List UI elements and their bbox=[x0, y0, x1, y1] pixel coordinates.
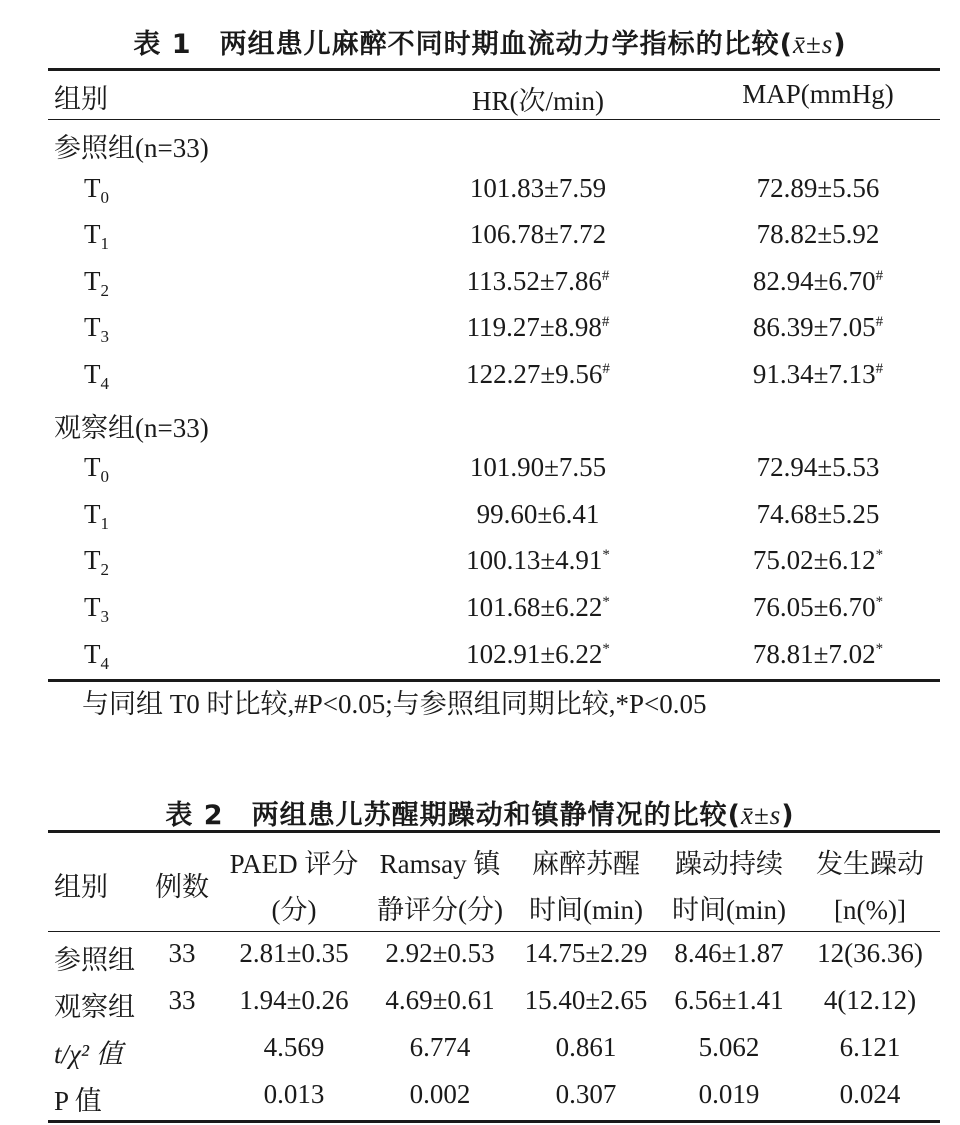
table1-caption-close: ) bbox=[833, 29, 847, 60]
table-cell: [n(%)] bbox=[834, 895, 906, 925]
table-row bbox=[48, 213, 940, 260]
time-label bbox=[84, 265, 109, 300]
hr-value bbox=[348, 545, 728, 576]
table1-header-row bbox=[48, 71, 940, 119]
table-cell: 3 bbox=[100, 327, 109, 347]
table-cell: (分) bbox=[271, 895, 317, 925]
table2-caption bbox=[40, 793, 920, 832]
table2 bbox=[48, 830, 940, 1123]
table-cell: 0.307 bbox=[555, 1079, 617, 1109]
table1-stat: x̄±s bbox=[792, 29, 834, 59]
table-cell: 2.92±0.53 bbox=[385, 938, 495, 968]
table-row bbox=[48, 932, 940, 979]
table-cell: 75.02±6.12 bbox=[752, 545, 876, 576]
table-cell: 4(12.12) bbox=[823, 985, 917, 1015]
table-cell: 4.569 bbox=[263, 1032, 325, 1062]
hr-value bbox=[348, 173, 728, 204]
table-cell: 101.83±7.59 bbox=[469, 172, 607, 203]
time-label bbox=[84, 591, 109, 626]
table1 bbox=[48, 68, 940, 682]
map-value bbox=[688, 452, 948, 483]
table-cell: T bbox=[84, 638, 101, 669]
table-cell: 观察组 bbox=[54, 992, 135, 1022]
table-cell: 2.81±0.35 bbox=[239, 938, 349, 968]
table-row bbox=[48, 1026, 940, 1073]
table-cell: 静评分(分) bbox=[377, 895, 503, 925]
table-cell: 1.94±0.26 bbox=[239, 985, 349, 1015]
table2-header-count: 例数 bbox=[155, 872, 209, 902]
table-cell: 1 bbox=[100, 513, 109, 533]
table-cell: 6.121 bbox=[839, 1032, 901, 1062]
table1-caption bbox=[40, 22, 940, 61]
map-value bbox=[688, 545, 948, 576]
table-cell: 0.013 bbox=[263, 1079, 325, 1109]
table2-caption-close: ) bbox=[781, 800, 795, 831]
table1-header-group: 组别 bbox=[54, 84, 108, 114]
table-cell: 6.56±1.41 bbox=[674, 985, 784, 1015]
table1-group-row bbox=[48, 120, 940, 167]
table1-group-row bbox=[48, 400, 940, 447]
table2-bottom-rule bbox=[48, 1120, 940, 1123]
table-cell: 4.69±0.61 bbox=[385, 985, 495, 1015]
table-cell: 99.60±6.41 bbox=[476, 498, 600, 529]
table-cell: 时间(min) bbox=[672, 895, 786, 925]
table-cell: # bbox=[601, 267, 610, 284]
table-cell: 0.861 bbox=[555, 1032, 617, 1062]
table-cell: * bbox=[602, 547, 610, 564]
table-cell: 101.90±7.55 bbox=[469, 452, 607, 483]
time-label bbox=[84, 638, 109, 673]
table-cell: T bbox=[84, 265, 101, 296]
table-row bbox=[48, 306, 940, 353]
map-value bbox=[688, 359, 948, 390]
table-cell: 躁动持续 bbox=[675, 849, 783, 879]
table-cell: 72.89±5.56 bbox=[756, 172, 880, 203]
table2-stat: x̄±s bbox=[740, 800, 782, 830]
table-row bbox=[48, 260, 940, 307]
table-cell: T bbox=[84, 452, 101, 483]
table-cell: 119.27±8.98 bbox=[466, 312, 602, 343]
time-label bbox=[84, 172, 109, 207]
map-value bbox=[688, 173, 948, 204]
table-cell: 122.27±9.56 bbox=[466, 358, 603, 389]
table2-header-row bbox=[48, 833, 940, 931]
table2-header-recovery bbox=[520, 841, 652, 933]
table-cell: 0 bbox=[100, 467, 109, 487]
table1-title: 两组患儿麻醉不同时期血流动力学指标的比较( bbox=[219, 29, 793, 60]
table-cell: 2 bbox=[100, 560, 109, 580]
table-row bbox=[48, 633, 940, 680]
map-value bbox=[688, 219, 948, 250]
table-row bbox=[48, 167, 940, 214]
table-cell: * bbox=[875, 547, 884, 564]
time-label bbox=[84, 498, 109, 533]
table2-number: 表 2 bbox=[165, 800, 224, 831]
hr-value bbox=[348, 359, 728, 390]
table1-header-hr: HR(次/min) bbox=[472, 86, 604, 116]
table-cell: 101.68±6.22 bbox=[466, 591, 603, 622]
table-cell: 74.68±5.25 bbox=[756, 498, 880, 529]
map-value bbox=[688, 266, 948, 297]
table-cell: 0.024 bbox=[839, 1079, 901, 1109]
table-row bbox=[48, 539, 940, 586]
time-label bbox=[84, 219, 109, 254]
table-cell: PAED 评分 bbox=[229, 849, 359, 879]
table-cell: 1 bbox=[100, 234, 109, 254]
table-cell: * bbox=[602, 640, 610, 657]
table-cell: 72.94±5.53 bbox=[756, 452, 880, 483]
hr-value bbox=[348, 312, 728, 343]
table-cell: * bbox=[602, 593, 610, 610]
map-value bbox=[688, 639, 948, 670]
table-cell: 0.019 bbox=[698, 1079, 760, 1109]
hr-value bbox=[348, 639, 728, 670]
table-row bbox=[48, 446, 940, 493]
table-cell: * bbox=[875, 593, 884, 610]
table-row bbox=[48, 353, 940, 400]
table-cell: T bbox=[84, 545, 101, 576]
map-value bbox=[688, 312, 948, 343]
table-cell: 91.34±7.13 bbox=[752, 358, 876, 389]
table-cell: 78.81±7.02 bbox=[752, 638, 876, 669]
table-cell: t/χ² 值 bbox=[54, 1039, 123, 1069]
hr-value bbox=[348, 452, 728, 483]
table-row bbox=[48, 979, 940, 1026]
table-cell: T bbox=[84, 498, 101, 529]
hr-value bbox=[348, 592, 728, 623]
table-cell: 2 bbox=[100, 280, 109, 300]
table-cell: # bbox=[875, 314, 884, 331]
map-value bbox=[688, 592, 948, 623]
table-row bbox=[48, 1073, 940, 1120]
table-cell: T bbox=[84, 172, 101, 203]
table-cell: 5.062 bbox=[698, 1032, 760, 1062]
table-cell: 82.94±6.70 bbox=[752, 265, 876, 296]
hr-value bbox=[348, 499, 728, 530]
table-cell: 102.91±6.22 bbox=[466, 638, 603, 669]
time-label bbox=[84, 358, 109, 393]
table-cell: 4 bbox=[100, 373, 109, 393]
table-cell: 86.39±7.05 bbox=[752, 312, 876, 343]
table1-group-name: 参照组(n=33) bbox=[54, 133, 209, 163]
table-cell: * bbox=[875, 640, 884, 657]
table2-title: 两组患儿苏醒期躁动和镇静情况的比较( bbox=[251, 800, 741, 831]
table-cell: T bbox=[84, 312, 101, 343]
table2-header-ramsay bbox=[372, 841, 508, 933]
table-cell: 14.75±2.29 bbox=[524, 938, 648, 968]
table-cell: 78.82±5.92 bbox=[756, 219, 880, 250]
table-cell: 0.002 bbox=[409, 1079, 471, 1109]
table-cell: 参照组 bbox=[54, 945, 135, 975]
map-value bbox=[688, 499, 948, 530]
table-cell: 33 bbox=[168, 938, 196, 968]
table1-header-map: MAP(mmHg) bbox=[742, 79, 894, 109]
table-cell: 12(36.36) bbox=[817, 938, 923, 968]
table-cell: 100.13±4.91 bbox=[466, 545, 603, 576]
table2-header-group: 组别 bbox=[54, 872, 108, 902]
table1-group-name: 观察组(n=33) bbox=[54, 412, 209, 443]
table-cell: 106.78±7.72 bbox=[469, 219, 607, 250]
time-label bbox=[84, 312, 109, 347]
table-cell: T bbox=[84, 358, 101, 389]
table2-header-agitation-rate bbox=[800, 841, 940, 933]
table-cell: # bbox=[875, 360, 884, 377]
table-cell: 113.52±7.86 bbox=[466, 265, 602, 296]
table-cell: 8.46±1.87 bbox=[674, 938, 784, 968]
table1-footnote: 与同组 T0 时比较,#P<0.05;与参照组同期比较,*P<0.05 bbox=[82, 689, 707, 719]
table-row bbox=[48, 586, 940, 633]
hr-value bbox=[348, 266, 728, 297]
table-cell: 麻醉苏醒 bbox=[532, 849, 640, 879]
time-label bbox=[84, 452, 109, 487]
table2-header-paed bbox=[220, 841, 368, 933]
table-cell: 76.05±6.70 bbox=[752, 591, 876, 622]
table-cell: T bbox=[84, 591, 101, 622]
time-label bbox=[84, 545, 109, 580]
table-cell: 4 bbox=[100, 653, 109, 673]
table-cell: 15.40±2.65 bbox=[524, 985, 648, 1015]
table-cell: # bbox=[601, 314, 610, 331]
table-cell: 6.774 bbox=[409, 1032, 471, 1062]
table-cell: 3 bbox=[100, 606, 109, 626]
table-cell: T bbox=[84, 219, 101, 250]
table-cell: 发生躁动 bbox=[816, 849, 924, 879]
hr-value bbox=[348, 219, 728, 250]
table-cell: # bbox=[875, 267, 884, 284]
table-cell: 时间(min) bbox=[529, 895, 643, 925]
table1-number: 表 1 bbox=[133, 29, 192, 60]
table-row bbox=[48, 493, 940, 540]
table-cell: 33 bbox=[168, 985, 196, 1015]
table-cell: P 值 bbox=[54, 1086, 102, 1116]
table-cell: # bbox=[602, 360, 610, 377]
table2-header-agitation-duration bbox=[664, 841, 794, 933]
table-cell: Ramsay 镇 bbox=[379, 849, 501, 879]
table-cell: 0 bbox=[100, 187, 109, 207]
